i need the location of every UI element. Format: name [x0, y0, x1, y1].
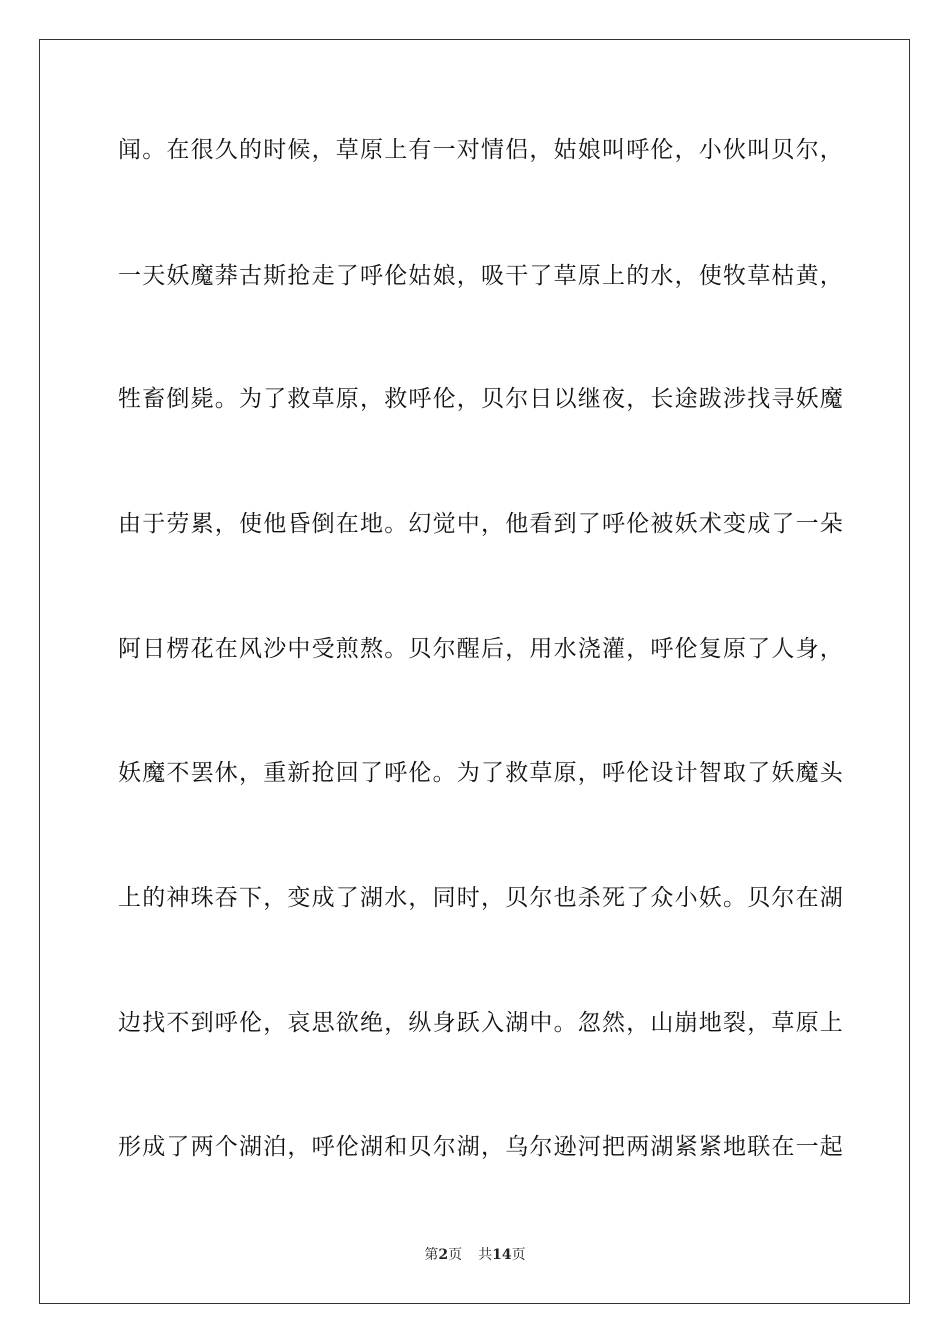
body-text-line-8: 边找不到呼伦，哀思欲绝，纵身跃入湖中。忽然，山崩地裂，草原上 — [118, 1010, 844, 1036]
page-border — [39, 39, 910, 1304]
page-number-prefix: 第 — [424, 1247, 439, 1263]
body-text-line-1: 闻。在很久的时候，草原上有一对情侣，姑娘叫呼伦，小伙叫贝尔， — [118, 137, 844, 163]
page-number-current: 2 — [438, 1247, 449, 1263]
body-text-line-9: 形成了两个湖泊，呼伦湖和贝尔湖，乌尔逊河把两湖紧紧地联在一起 — [118, 1134, 844, 1160]
body-text-line-2: 一天妖魔莽古斯抢走了呼伦姑娘，吸干了草原上的水，使牧草枯黄， — [118, 263, 844, 289]
page-total-suffix: 页 — [511, 1247, 526, 1263]
body-text-line-6: 妖魔不罢休，重新抢回了呼伦。为了救草原，呼伦设计智取了妖魔头 — [118, 760, 844, 786]
page-footer — [0, 1246, 950, 1264]
body-text-line-4: 由于劳累，使他昏倒在地。幻觉中，他看到了呼伦被妖术变成了一朵 — [118, 511, 844, 537]
body-text-line-3: 牲畜倒毙。为了救草原，救呼伦，贝尔日以继夜，长途跋涉找寻妖魔 — [118, 386, 844, 412]
body-text-line-5: 阿日楞花在风沙中受煎熬。贝尔醒后，用水浇灌，呼伦复原了人身， — [118, 636, 844, 662]
body-text-line-7: 上的神珠吞下，变成了湖水，同时，贝尔也杀死了众小妖。贝尔在湖 — [118, 885, 844, 911]
page-total-count: 14 — [492, 1247, 512, 1263]
page-number-suffix: 页 — [448, 1247, 463, 1263]
page-total-prefix: 共 — [478, 1247, 493, 1263]
